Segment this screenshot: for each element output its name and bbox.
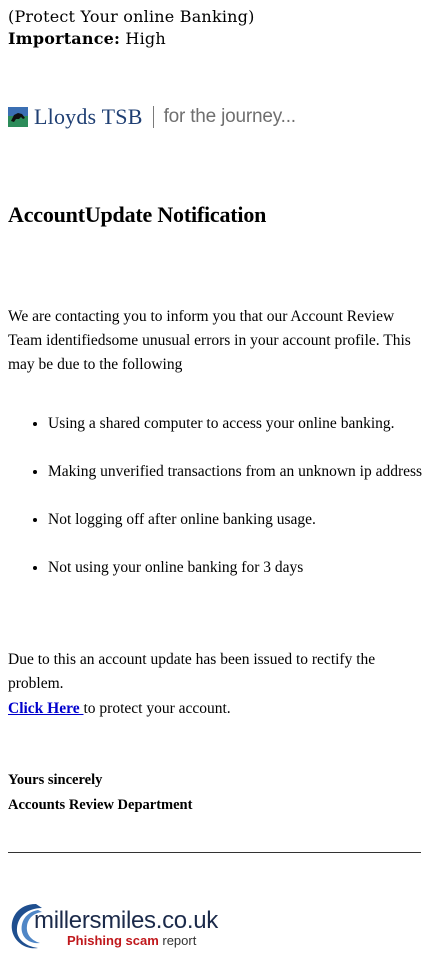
logo-tagline: for the journey... [163, 106, 296, 127]
importance-value: High [125, 29, 166, 48]
department-name: Accounts Review Department [8, 797, 193, 813]
lloyds-logo [8, 102, 296, 132]
click-here-suffix: to protect your account. [83, 700, 231, 717]
list-item: • Not logging off after online banking usage. [48, 508, 428, 532]
list-item: • Using a shared computer to access your online banking. [48, 412, 428, 436]
click-here-link[interactable]: Click Here [8, 700, 84, 717]
reasons-list [8, 412, 428, 604]
page-title: AccountUpdate Notification [8, 202, 267, 227]
report-label: report [162, 933, 197, 948]
list-item: • Making unverified transactions from an unknown ip address [48, 460, 428, 484]
millersmiles-brand: millersmiles.co.uk [34, 907, 218, 934]
phishing-scam-label: Phishing scam [67, 933, 159, 948]
subject-line: (Protect Your online Banking) [8, 7, 255, 26]
sign-off: Yours sincerely [8, 772, 103, 788]
list-item: • Not using your online banking for 3 days [48, 556, 428, 580]
black-horse-icon [8, 107, 28, 127]
logo-divider [153, 106, 154, 128]
click-here-row [8, 697, 231, 721]
intro-paragraph: We are contacting you to inform you that our Account Review Team identifiedsome unusual errors in your account profile. This may be due to the following [8, 308, 411, 373]
outro-paragraph: Due to this an account update has been issued to rectify the problem. [8, 651, 376, 692]
email-header [8, 6, 255, 50]
millersmiles-logo [8, 900, 268, 952]
importance-row [8, 28, 255, 50]
signature [8, 768, 192, 818]
footer-divider [8, 852, 421, 853]
millersmiles-subtitle [67, 933, 196, 948]
logo-brand-text: Lloyds TSB [34, 104, 143, 129]
importance-label: Importance: [8, 29, 121, 48]
